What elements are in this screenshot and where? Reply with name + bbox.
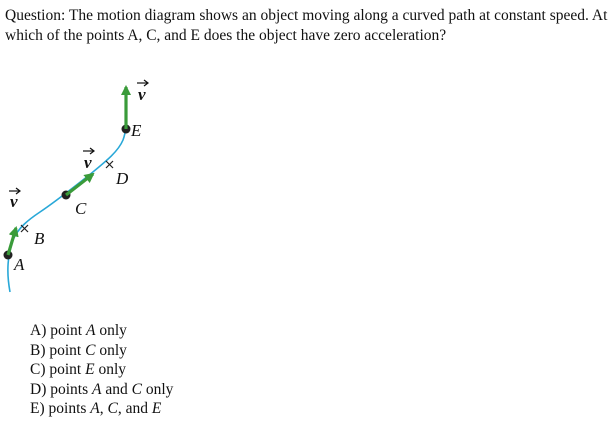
curved-path	[8, 108, 127, 292]
answer-choices	[30, 321, 173, 419]
choice-text: only	[141, 380, 174, 398]
choice-text: E	[85, 361, 95, 379]
label-e: E	[131, 121, 142, 140]
velocity-arrow-a	[8, 228, 16, 255]
choice-letter: A)	[30, 322, 51, 339]
answer-choice[interactable]	[30, 380, 173, 400]
choice-text: and	[101, 380, 132, 398]
choice-text: C	[131, 380, 142, 398]
velocity-label-c	[83, 148, 94, 172]
choice-text: only	[95, 341, 127, 359]
choice-text: ,	[99, 400, 108, 418]
answer-choice[interactable]	[30, 360, 173, 380]
choice-text: A	[90, 400, 100, 418]
question-text	[5, 6, 611, 46]
choice-text: , and	[117, 400, 152, 418]
choice-text: only	[94, 361, 127, 379]
label-a: A	[14, 255, 25, 274]
choice-text: points	[48, 400, 91, 418]
velocity-label-a	[9, 188, 20, 211]
choice-text: A	[85, 322, 96, 339]
svg-text:v: v	[138, 85, 146, 104]
choice-text: C	[107, 400, 118, 418]
choice-letter: E)	[30, 400, 49, 418]
svg-text:v: v	[10, 192, 18, 211]
motion-diagram	[0, 70, 200, 300]
answer-choice[interactable]	[30, 341, 173, 361]
choice-letter: C)	[30, 361, 50, 379]
choice-text: point	[50, 322, 86, 339]
choice-text: point	[49, 341, 86, 359]
label-b: B	[34, 229, 45, 248]
answer-choice[interactable]	[30, 399, 173, 419]
question-body: The motion diagram shows an object moving along a curved path at constant speed. At which of the points A, C, and E does the object have zero acceleration?	[5, 7, 608, 44]
velocity-arrow-c	[66, 174, 93, 195]
answer-choice[interactable]	[30, 321, 173, 341]
choice-letter: D)	[30, 380, 51, 398]
question-prefix: Question:	[5, 7, 66, 24]
label-d: D	[116, 169, 129, 188]
point-d-marker	[106, 161, 113, 168]
choice-text: only	[95, 322, 127, 339]
choice-text: point	[49, 361, 86, 379]
choice-text: A	[92, 380, 102, 398]
label-c: C	[75, 199, 87, 218]
point-b-marker	[21, 225, 28, 232]
choice-text: points	[50, 380, 93, 398]
svg-text:v: v	[84, 153, 92, 172]
choice-letter: B)	[30, 341, 50, 359]
choice-text: E	[151, 400, 162, 418]
velocity-label-e	[137, 80, 148, 104]
choice-text: C	[85, 341, 96, 359]
